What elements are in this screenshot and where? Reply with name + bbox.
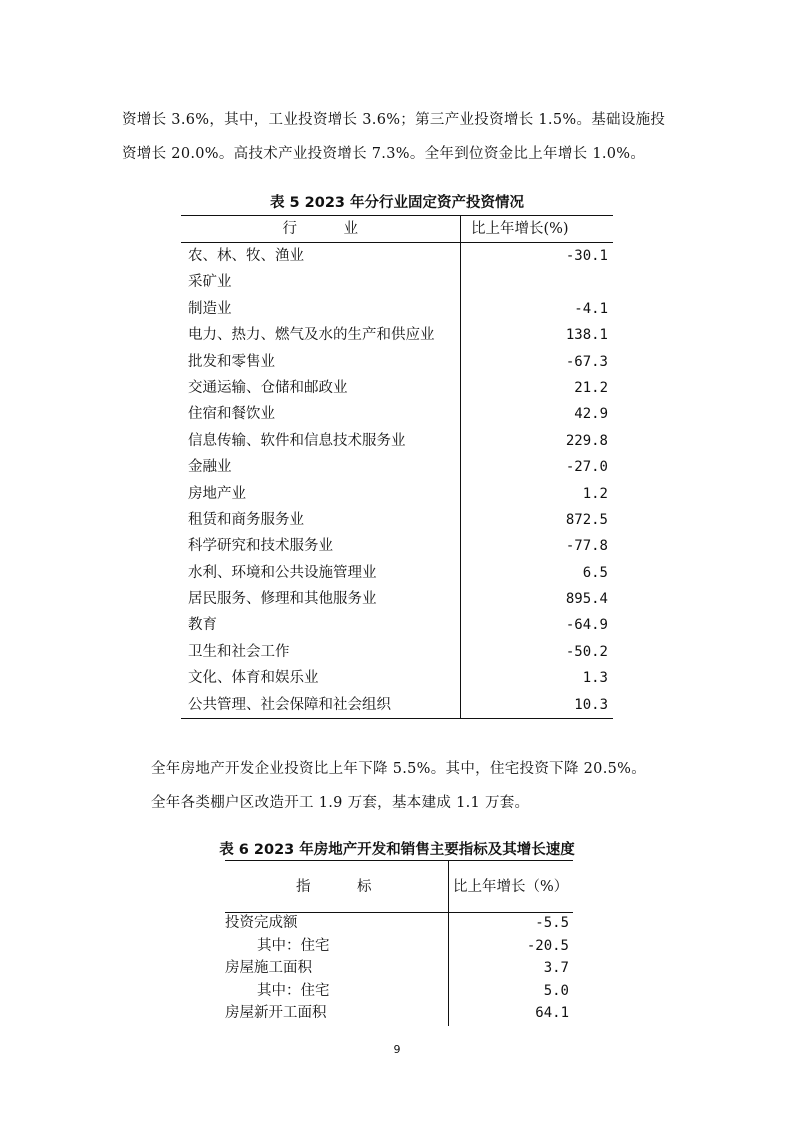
industry-cell: 卫生和社会工作 (181, 639, 461, 665)
industry-cell: 住宿和餐饮业 (181, 401, 461, 427)
table-row (181, 639, 613, 665)
table-row (181, 296, 613, 322)
growth-cell: 42.9 (574, 406, 608, 423)
table-row (181, 560, 613, 586)
table-row (181, 586, 613, 612)
indicator-cell: 房屋施工面积 (225, 960, 312, 976)
industry-cell: 教育 (181, 612, 461, 638)
indicator-cell: 投资完成额 (225, 915, 298, 931)
growth-cell: -30.1 (565, 248, 608, 264)
growth-cell: -4.1 (574, 300, 608, 317)
table-row (181, 665, 613, 691)
growth-cell: 5.0 (543, 982, 569, 999)
growth-cell: 3.7 (543, 960, 569, 976)
table6-col-growth: 比上年增长（%） (453, 879, 569, 895)
table-row (181, 269, 613, 295)
growth-cell: 895.4 (565, 591, 608, 608)
table-row (181, 322, 613, 348)
table-row (181, 533, 613, 559)
intro-line-1: 资增长 3.6%，其中，工业投资增长 3.6%；第三产业投资增长 1.5%。基础设施投 (122, 112, 666, 128)
realestate-line-2: 全年各类棚户区改造开工 1.9 万套，基本建成 1.1 万套。 (151, 795, 530, 811)
growth-cell: 10.3 (574, 696, 608, 713)
table5-header (181, 216, 613, 243)
growth-cell: 229.8 (565, 432, 608, 449)
growth-cell: 21.2 (574, 379, 608, 396)
table5 (181, 215, 613, 719)
indicator-cell: 其中：住宅 (257, 937, 330, 954)
table-row (181, 243, 613, 269)
industry-cell: 制造业 (181, 296, 461, 322)
growth-cell: -67.3 (565, 353, 608, 370)
growth-cell: 6.5 (582, 564, 608, 581)
industry-cell: 居民服务、修理和其他服务业 (181, 586, 461, 612)
table-row (181, 349, 613, 375)
table-row (181, 375, 613, 401)
growth-cell: -27.0 (565, 459, 608, 476)
industry-cell: 租赁和商务服务业 (181, 507, 461, 533)
table-row (181, 428, 613, 454)
intro-line-2: 资增长 20.0%。高技术产业投资增长 7.3%。全年到位资金比上年增长 1.0%。 (122, 146, 646, 162)
industry-cell: 电力、热力、燃气及水的生产和供应业 (181, 322, 461, 348)
table-row (181, 692, 613, 718)
table6-body (225, 912, 573, 1025)
table-row (225, 912, 573, 935)
table-row (225, 980, 573, 1003)
table6-col-indicator: 指 标 (296, 879, 372, 895)
industry-cell: 金融业 (181, 454, 461, 480)
industry-cell: 科学研究和技术服务业 (181, 533, 461, 559)
industry-cell: 公共管理、社会保障和社会组织 (181, 692, 461, 718)
indicator-cell: 房屋新开工面积 (225, 1005, 327, 1021)
realestate-paragraph (122, 752, 682, 820)
table5-title: 表 5 2023 年分行业固定资产投资情况 (269, 195, 525, 211)
table5-col-growth: 比上年增长(%) (471, 221, 569, 237)
page-number: 9 (393, 1043, 401, 1056)
table-row (181, 507, 613, 533)
industry-cell: 采矿业 (181, 269, 461, 295)
growth-cell (461, 269, 613, 295)
industry-cell: 交通运输、仓储和邮政业 (181, 375, 461, 401)
table5-col-industry: 行 业 (181, 216, 461, 242)
table-row (181, 401, 613, 427)
table-row (181, 454, 613, 480)
table-row (181, 612, 613, 638)
growth-cell: 64.1 (535, 1005, 569, 1021)
growth-cell: 1.2 (582, 485, 608, 502)
industry-cell: 农、林、牧、渔业 (181, 243, 461, 269)
table6-title: 表 6 2023 年房地产开发和销售主要指标及其增长速度 (219, 842, 575, 858)
growth-cell: -64.9 (565, 617, 608, 634)
table-row (225, 935, 573, 958)
industry-cell: 文化、体育和娱乐业 (181, 665, 461, 691)
industry-cell: 信息传输、软件和信息技术服务业 (181, 428, 461, 454)
growth-cell: -20.5 (526, 937, 569, 954)
intro-paragraph (122, 103, 682, 171)
table-row (181, 481, 613, 507)
industry-cell: 批发和零售业 (181, 349, 461, 375)
table-row (225, 957, 573, 980)
industry-cell: 水利、环境和公共设施管理业 (181, 560, 461, 586)
table6-header (225, 860, 573, 913)
realestate-line-1: 全年房地产开发企业投资比上年下降 5.5%。其中，住宅投资下降 20.5%。 (151, 761, 647, 777)
table5-body (181, 243, 613, 718)
table-row (225, 1002, 573, 1025)
growth-cell: 138.1 (565, 327, 608, 344)
indicator-cell: 其中：住宅 (257, 982, 330, 999)
growth-cell: 872.5 (565, 511, 608, 528)
industry-cell: 房地产业 (181, 481, 461, 507)
growth-cell: -77.8 (565, 538, 608, 555)
growth-cell: -5.5 (535, 915, 569, 931)
growth-cell: -50.2 (565, 643, 608, 660)
growth-cell: 1.3 (582, 670, 608, 687)
